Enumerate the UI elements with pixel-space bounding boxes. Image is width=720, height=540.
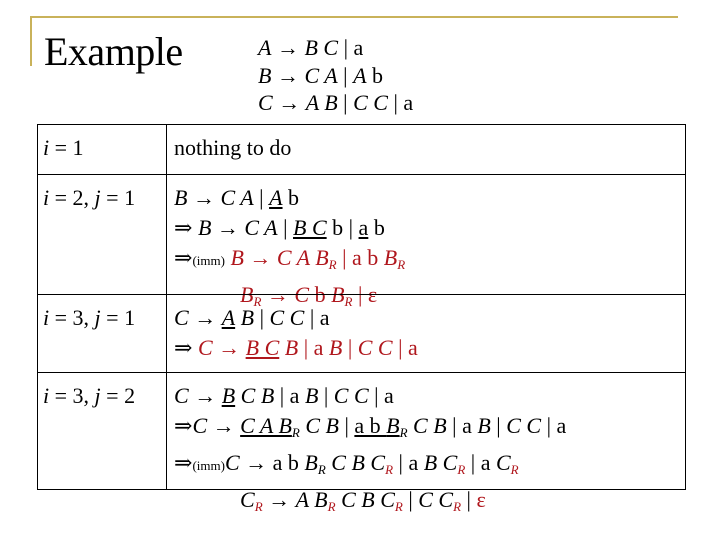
grammar-rule-b: B → C A | A b bbox=[258, 62, 384, 88]
row-label: i = 1 bbox=[43, 135, 84, 160]
grammar-rules bbox=[258, 34, 413, 117]
table-row bbox=[38, 125, 685, 174]
row-line: $C_R \to A$ $B_R$ C B $C_R$ | C $C_R$ | ε bbox=[240, 487, 486, 514]
table-row bbox=[38, 174, 685, 309]
row-line: ⇒ C → B C B | a B | C C | a bbox=[174, 335, 418, 360]
row-line: ⇒(imm)C → a b $B_R$ C B $C_R$ | a B $C_R$ | a $C_R$ bbox=[174, 450, 519, 477]
row-line: ⇒C → C A $B_R$ C B | a b $B_R$ C B | a B | C C | a bbox=[174, 413, 567, 440]
row-line: nothing to do bbox=[174, 135, 292, 160]
grammar-rule-a: A → B C | a bbox=[258, 35, 364, 60]
row-label: i = 3, j = 1 bbox=[43, 305, 136, 330]
row-content bbox=[174, 303, 681, 363]
table-row bbox=[38, 294, 685, 373]
row-line: ⇒ B → C A | B C b | a b bbox=[174, 215, 385, 240]
row-line: C → B C B | a B | C C | a bbox=[174, 383, 394, 408]
title-frame-top bbox=[30, 16, 678, 18]
row-label: i = 2, j = 1 bbox=[43, 185, 136, 210]
derivation-table bbox=[37, 124, 686, 514]
title-frame-left bbox=[30, 16, 32, 66]
row-line: $B_R \to C$ b $B_R$ | ε bbox=[240, 282, 378, 309]
row-content bbox=[174, 133, 681, 163]
row-line: B → C A | A b bbox=[174, 185, 300, 210]
table-row bbox=[38, 372, 685, 514]
row-content bbox=[174, 381, 681, 522]
row-line: ⇒(imm) B → C A $B_R$ | a b $B_R$ bbox=[174, 245, 406, 272]
row-label: i = 3, j = 2 bbox=[43, 383, 136, 408]
slide-title: Example bbox=[44, 29, 183, 74]
grammar-rule-c: C → A B | C C | a bbox=[258, 90, 414, 115]
row-line: C → A B | C C | a bbox=[174, 305, 330, 330]
